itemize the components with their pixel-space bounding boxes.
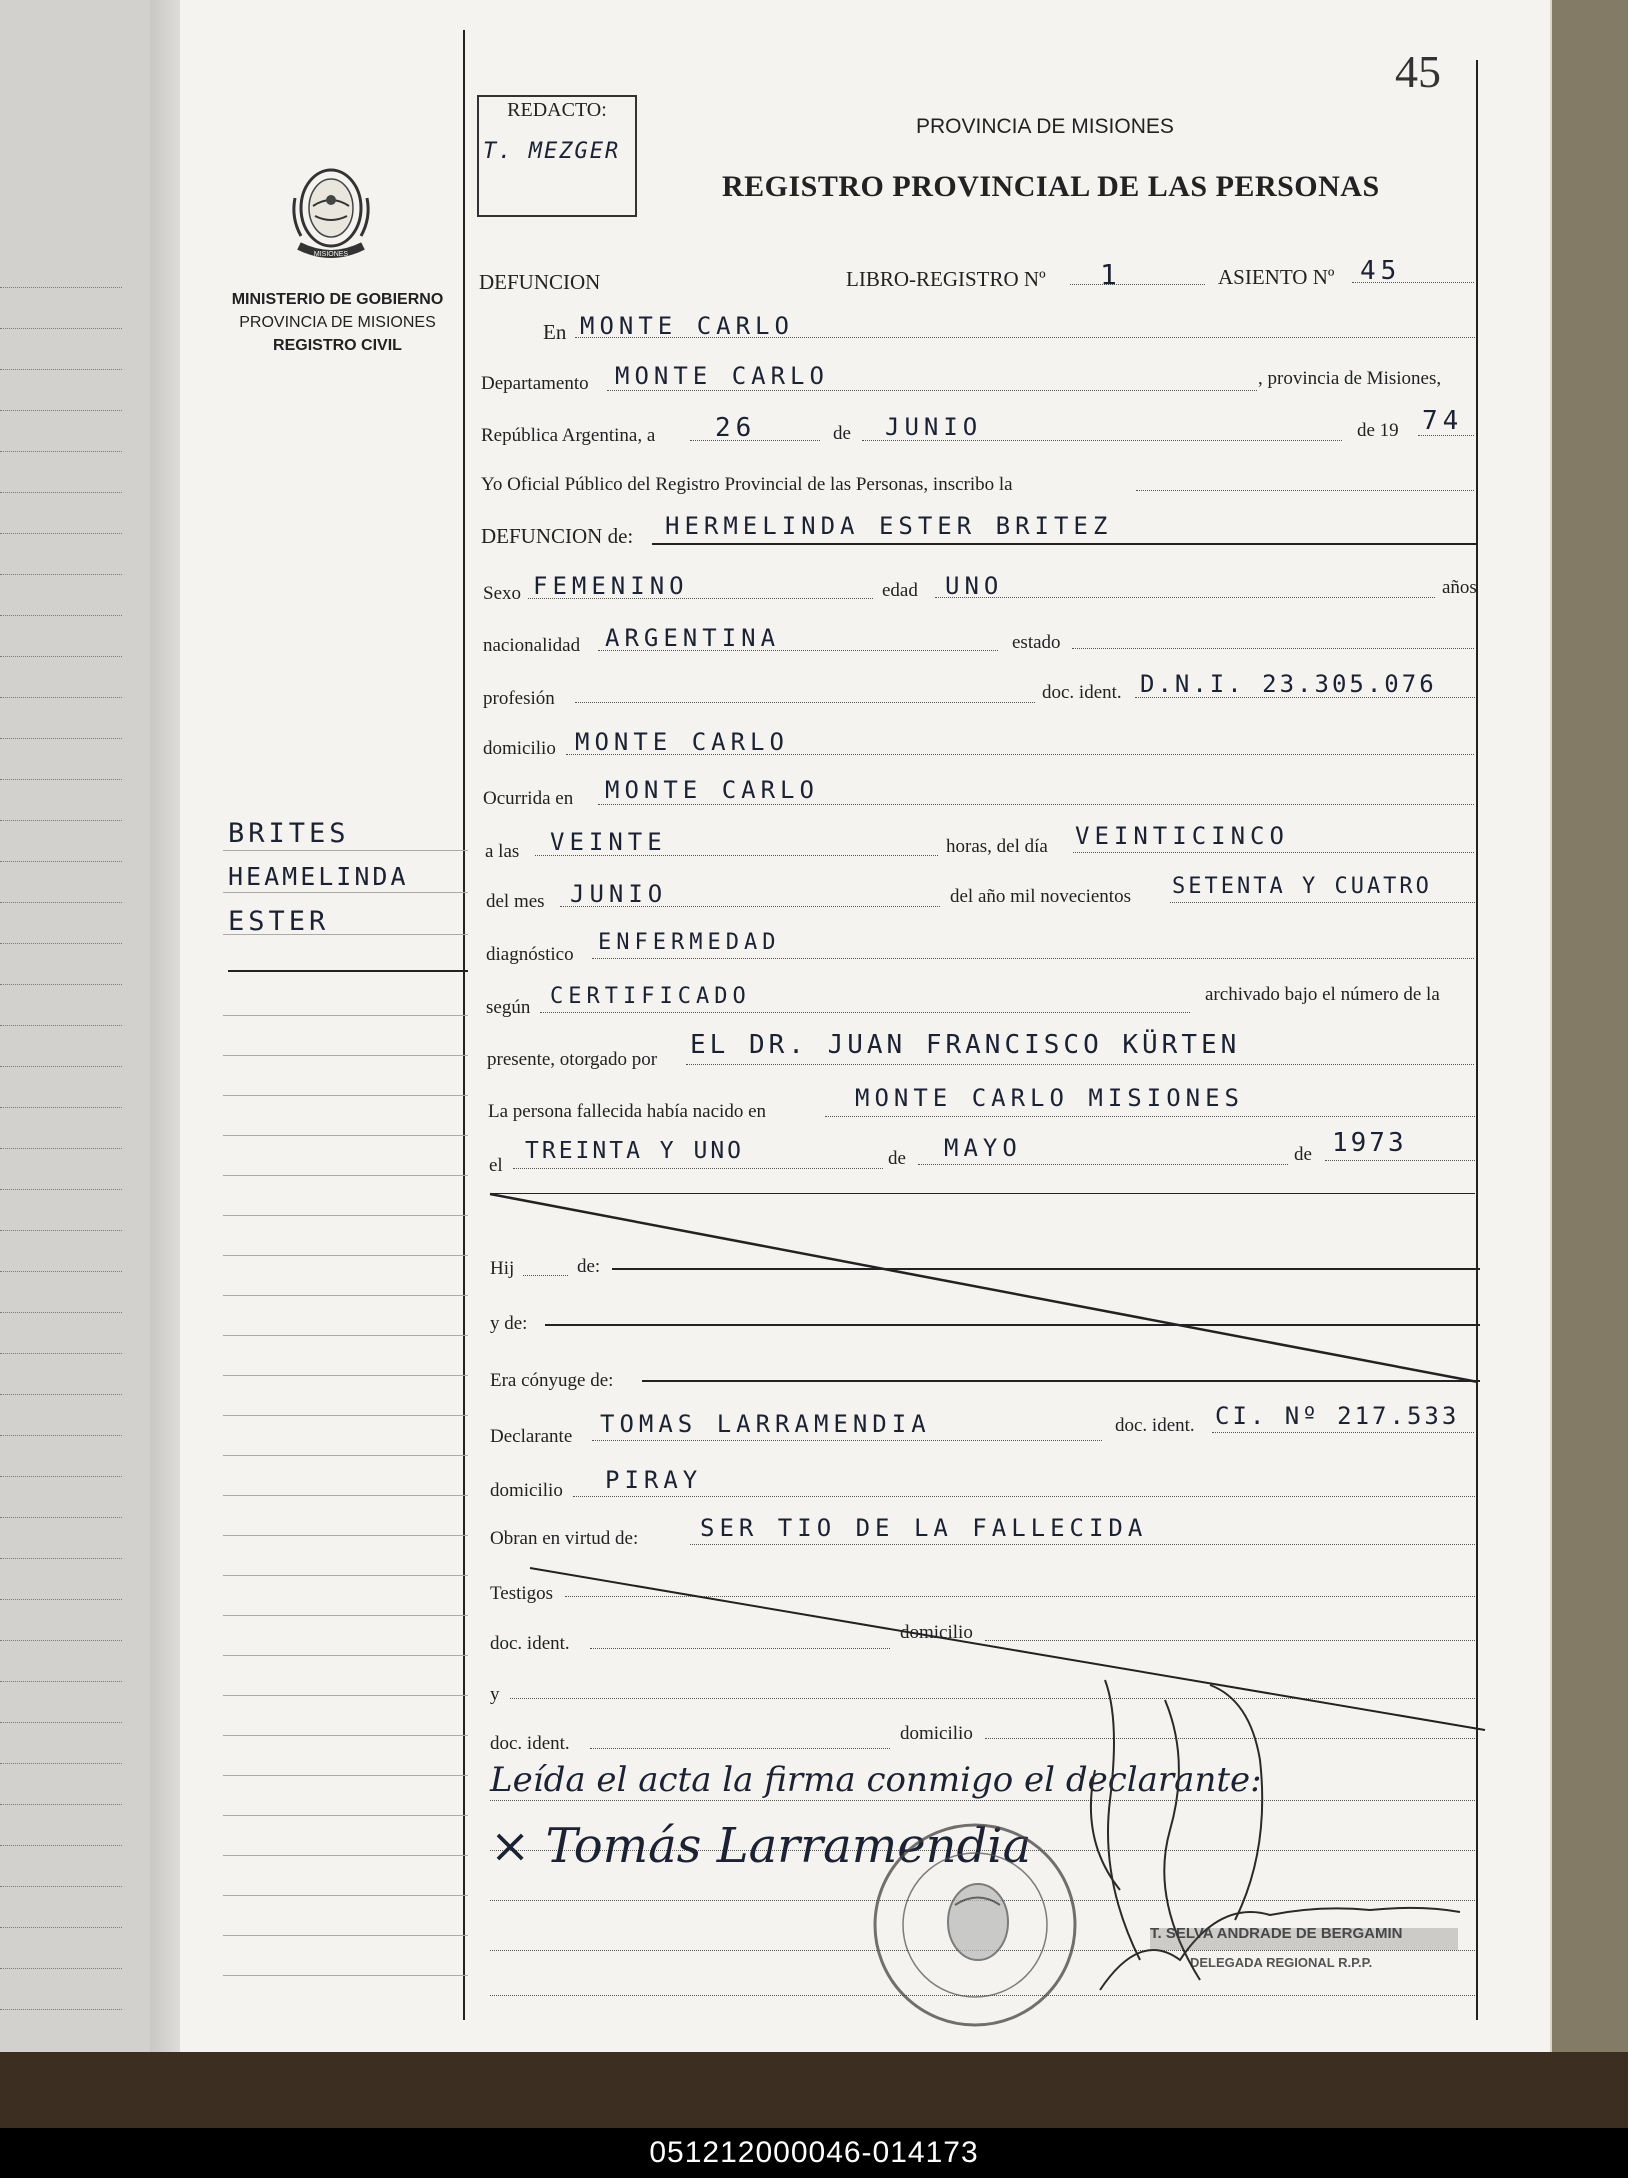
a-las-value: VEINTE: [550, 828, 667, 856]
obran-label: Obran en virtud de:: [490, 1528, 639, 1549]
hij-label: Hij: [490, 1258, 515, 1279]
scan-footer-code: 051212000046-014173: [0, 2128, 1628, 2178]
profesion-label: profesión: [483, 688, 555, 709]
anos-label: años: [1442, 577, 1477, 598]
departamento-label: Departamento: [481, 373, 589, 394]
nac-de2-label: de: [1294, 1144, 1312, 1165]
page-number: 45: [1395, 46, 1441, 97]
page-title: REGISTRO PROVINCIAL DE LAS PERSONAS: [722, 170, 1380, 203]
nacionalidad-label: nacionalidad: [483, 635, 581, 656]
margin-surname: BRITES: [228, 818, 350, 849]
archivado-label: archivado bajo el número de la: [1205, 984, 1440, 1005]
province-heading: PROVINCIA DE MISIONES: [916, 115, 1174, 138]
official-stamp-title: DELEGADA REGIONAL R.P.P.: [1190, 1955, 1373, 1970]
decl-doc-label: doc. ident.: [1115, 1415, 1195, 1436]
del-mes-label: del mes: [486, 891, 545, 912]
declarante-label: Declarante: [490, 1426, 573, 1447]
edad-label: edad: [882, 580, 918, 601]
t1-doc-label: doc. ident.: [490, 1633, 570, 1654]
t2-domicilio-label: domicilio: [900, 1723, 973, 1744]
presente-value: EL DR. JUAN FRANCISCO KÜRTEN: [690, 1030, 1241, 1060]
declarante-value: TOMAS LARRAMENDIA: [600, 1410, 931, 1438]
nacido-value: MONTE CARLO MISIONES: [855, 1084, 1244, 1112]
margin-first-name: HEAMELINDA: [228, 862, 409, 891]
asiento-label: ASIENTO Nº: [1218, 265, 1335, 289]
de19-label: de 19: [1357, 420, 1399, 441]
y-de-label: y de:: [490, 1313, 528, 1334]
asiento-value: 45: [1360, 256, 1402, 286]
testigos-label: Testigos: [490, 1583, 554, 1604]
mes-value: JUNIO: [570, 880, 668, 908]
nac-month-value: MAYO: [944, 1134, 1022, 1162]
en-value: MONTE CARLO: [580, 312, 794, 340]
margin-second-name: ESTER: [228, 906, 330, 937]
svg-text:MISIONES: MISIONES: [313, 251, 349, 258]
official-stamp-name: T. SELVA ANDRADE DE BERGAMIN: [1150, 1925, 1403, 1942]
ministry-line-3: REGISTRO CIVIL: [273, 337, 402, 354]
conyuge-label: Era cónyuge de:: [490, 1370, 614, 1391]
obran-value: SER TIO DE LA FALLECIDA: [700, 1514, 1148, 1542]
redacto-value: T. MEZGER: [483, 139, 621, 164]
departamento-value: MONTE CARLO: [615, 362, 829, 390]
dia-value: VEINTICINCO: [1075, 822, 1289, 850]
a-las-label: a las: [485, 841, 520, 862]
nac-year-value: 1973: [1332, 1128, 1407, 1158]
decl-doc-value: CI. Nº 217.533: [1215, 1402, 1460, 1430]
el-label: el: [489, 1155, 503, 1176]
reading-note: Leída el acta la firma conmigo el declarante:: [490, 1760, 1262, 1800]
segun-value: CERTIFICADO: [550, 984, 751, 1009]
presente-label: presente, otorgado por: [487, 1049, 658, 1070]
nacido-label: La persona fallecida había nacido en: [488, 1101, 766, 1122]
domicilio-label: domicilio: [483, 738, 556, 759]
nac-de-label: de: [888, 1148, 906, 1169]
ano-value: SETENTA Y CUATRO: [1172, 874, 1432, 899]
estado-label: estado: [1012, 632, 1061, 653]
t1-domicilio-label: domicilio: [900, 1622, 973, 1643]
domicilio-value: MONTE CARLO: [575, 728, 789, 756]
decl-domicilio-label: domicilio: [490, 1480, 563, 1501]
decl-domicilio-value: PIRAY: [605, 1466, 703, 1494]
republica-label: República Argentina, a: [481, 425, 656, 446]
redacto-label: REDACTO:: [507, 99, 607, 121]
day-value: 26: [715, 413, 757, 443]
ocurrida-value: MONTE CARLO: [605, 776, 819, 804]
diagnostico-value: ENFERMEDAD: [598, 930, 781, 955]
sexo-value: FEMENINO: [533, 572, 689, 600]
deceased-name-value: HERMELINDA ESTER BRITEZ: [665, 512, 1113, 540]
oficial-statement: Yo Oficial Público del Registro Provincial de las Personas, inscribo la: [481, 474, 1013, 495]
nac-day-value: TREINTA Y UNO: [525, 1138, 745, 1164]
y-label: y: [490, 1684, 500, 1705]
declarant-signature: × Tomás Larramendia: [490, 1818, 1032, 1874]
doc-ident-value: D.N.I. 23.305.076: [1140, 670, 1437, 698]
del-ano-label: del año mil novecientos: [950, 886, 1131, 907]
record-type-label: DEFUNCION: [479, 270, 601, 294]
en-label: En: [543, 320, 567, 344]
diagnostico-label: diagnóstico: [486, 944, 574, 965]
segun-label: según: [486, 997, 531, 1018]
year-value: 74: [1422, 406, 1464, 436]
libro-registro-label: LIBRO-REGISTRO Nº: [846, 267, 1046, 291]
nacionalidad-value: ARGENTINA: [605, 624, 781, 652]
libro-registro-value: 1: [1100, 258, 1122, 291]
registry-seal-icon: [875, 1825, 1075, 2025]
t2-doc-label: doc. ident.: [490, 1733, 570, 1754]
stamp-bar: [1150, 1928, 1458, 1950]
strike-out-line: [530, 1568, 1485, 1730]
de-label: de: [833, 423, 851, 444]
horas-label: horas, del día: [946, 836, 1048, 857]
ministry-line-2: PROVINCIA DE MISIONES: [239, 314, 436, 331]
hij-de-label: de:: [577, 1256, 601, 1277]
strike-out-line: [490, 1194, 1478, 1382]
doc-ident-label: doc. ident.: [1042, 682, 1122, 703]
ocurrida-label: Ocurrida en: [483, 788, 574, 809]
sexo-label: Sexo: [483, 583, 521, 604]
defuncion-de-label: DEFUNCION de:: [481, 524, 634, 548]
provincia-misiones-label: , provincia de Misiones,: [1258, 368, 1442, 389]
ministry-line-1: MINISTERIO DE GOBIERNO: [231, 291, 444, 308]
edad-value: UNO: [945, 572, 1004, 600]
month-value: JUNIO: [885, 413, 983, 441]
